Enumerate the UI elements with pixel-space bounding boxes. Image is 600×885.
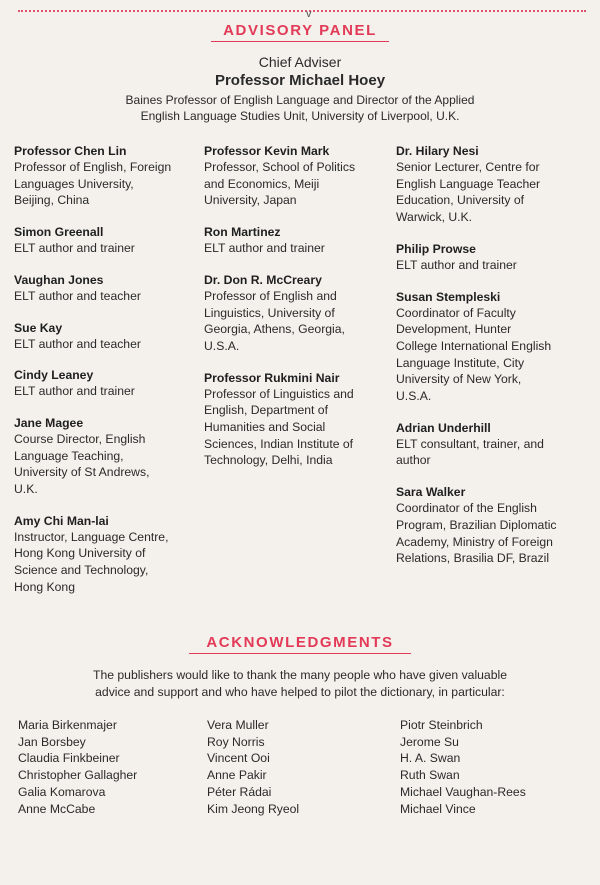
- panel-member: [14, 272, 199, 305]
- member-description-line: Coordinator of the English: [396, 501, 537, 516]
- ack-name: H. A. Swan: [400, 751, 461, 766]
- member-description: [14, 431, 199, 498]
- ack-name: Galia Komarova: [18, 784, 106, 799]
- acknowledgments-heading: ACKNOWLEDGMENTS: [206, 634, 394, 651]
- member-name: Sue Kay: [14, 320, 63, 335]
- member-description-line: Senior Lecturer, Centre for: [396, 160, 540, 174]
- member-description-line: author: [396, 453, 431, 468]
- member-description-line: Professor, School of Politics: [204, 160, 356, 174]
- member-description-line: Academy, Ministry of Foreign: [396, 534, 553, 549]
- member-description-line: University, Japan: [204, 193, 297, 208]
- member-name: Susan Stempleski: [396, 289, 501, 304]
- chief-adviser-name: Professor Michael Hoey: [214, 72, 386, 89]
- member-description-line: Hong Kong University of: [14, 546, 146, 561]
- member-description: [14, 529, 199, 596]
- member-name: Professor Rukmini Nair: [204, 370, 340, 385]
- ack-names-column-3: [400, 717, 575, 817]
- ack-name: Ruth Swan: [400, 768, 460, 783]
- member-description: [396, 159, 581, 226]
- panel-member: [14, 143, 199, 209]
- member-description-line: Professor of English and: [204, 288, 337, 303]
- member-description-line: Professor of English, Foreign: [14, 160, 172, 174]
- advisory-panel-heading-block: [0, 22, 600, 42]
- member-description: [14, 288, 199, 305]
- panel-member: [204, 370, 389, 470]
- member-description-line: Coordinator of Faculty: [396, 305, 516, 320]
- member-name: Simon Greenall: [14, 225, 104, 240]
- member-description-line: Georgia, Athens, Georgia,: [204, 322, 345, 337]
- member-description-line: Warwick, U.K.: [396, 210, 473, 225]
- member-description: [14, 240, 199, 257]
- member-description-line: ELT author and trainer: [14, 241, 135, 256]
- member-description-line: Professor of Linguistics and: [204, 386, 354, 401]
- member-description: [396, 500, 581, 567]
- member-description-line: Education, University of: [396, 193, 525, 208]
- member-description-line: U.K.: [14, 482, 38, 497]
- member-description-line: College International English: [396, 338, 552, 353]
- member-description: [14, 159, 199, 209]
- member-description: [204, 288, 389, 355]
- member-description-line: ELT author and trainer: [396, 257, 517, 272]
- member-description-line: ELT author and teacher: [14, 336, 141, 351]
- top-dotted-rule: [18, 8, 586, 20]
- member-description-line: Technology, Delhi, India: [204, 453, 333, 468]
- member-description-line: U.S.A.: [396, 389, 432, 404]
- member-description-line: Program, Brazilian Diplomatic: [396, 517, 557, 532]
- member-description-line: Language Teaching,: [14, 448, 124, 463]
- member-description-line: Languages University,: [14, 176, 134, 191]
- panel-member: [396, 484, 581, 567]
- member-name: Dr. Don R. McCreary: [204, 272, 322, 287]
- member-name: Adrian Underhill: [396, 420, 491, 435]
- ack-name: Roy Norris: [207, 734, 265, 749]
- member-description-line: English, Department of: [204, 403, 328, 418]
- panel-member: [14, 415, 199, 498]
- member-description-line: ELT author and teacher: [14, 288, 141, 303]
- panel-member: [204, 272, 389, 355]
- ack-intro-line: advice and support and who have helped to pilot the dictionary, in particular:: [95, 684, 505, 699]
- ack-name: Kim Jeong Ryeol: [207, 801, 300, 816]
- ack-names-column-2: [207, 717, 382, 817]
- member-description: [204, 386, 389, 470]
- panel-member: [396, 143, 581, 226]
- ack-name: Claudia Finkbeiner: [18, 751, 120, 766]
- member-description: [204, 240, 389, 257]
- member-description-line: U.S.A.: [204, 338, 240, 353]
- ack-name: Vera Muller: [207, 718, 269, 732]
- panel-column-1: [14, 143, 199, 611]
- panel-member: [204, 224, 389, 257]
- chief-adviser-description: [0, 92, 600, 124]
- member-description: [396, 305, 581, 405]
- acknowledgments-intro: [40, 667, 560, 700]
- chief-desc-line: Baines Professor of English Language and Director of the Applied: [125, 93, 475, 107]
- panel-column-3: [396, 143, 581, 582]
- member-description-line: ELT author and trainer: [204, 241, 325, 256]
- member-description-line: Relations, Brasilia DF, Brazil: [396, 551, 550, 566]
- member-description: [396, 257, 581, 274]
- member-description-line: Science and Technology,: [14, 563, 149, 578]
- member-name: Dr. Hilary Nesi: [396, 144, 479, 158]
- panel-member: [396, 420, 581, 469]
- acknowledgments-underline: [189, 653, 411, 654]
- member-description: [396, 436, 581, 469]
- ack-name: Piotr Steinbrich: [400, 718, 483, 732]
- panel-member: [14, 320, 199, 353]
- chief-adviser-role: Chief Adviser: [258, 54, 342, 70]
- ack-name: Michael Vince: [400, 801, 476, 816]
- panel-member: [14, 224, 199, 257]
- member-name: Philip Prowse: [396, 241, 476, 256]
- member-description: [14, 383, 199, 400]
- advisory-panel-heading: ADVISORY PANEL: [223, 22, 377, 39]
- ack-name: Jerome Su: [400, 734, 459, 749]
- member-description-line: Humanities and Social: [204, 420, 326, 435]
- panel-column-2: [204, 143, 389, 484]
- ack-intro-line: The publishers would like to thank the many people who have given valuable: [93, 668, 507, 682]
- member-description-line: Linguistics, University of: [204, 305, 335, 320]
- member-description: [14, 336, 199, 353]
- ack-name: Péter Rádai: [207, 784, 272, 799]
- chief-adviser-block: [0, 54, 600, 124]
- top-mark: v: [306, 8, 312, 20]
- member-name: Professor Kevin Mark: [204, 144, 330, 158]
- chief-desc-line: English Language Studies Unit, University of Liverpool, U.K.: [140, 109, 460, 123]
- panel-member: [14, 513, 199, 596]
- panel-member: [204, 143, 389, 209]
- member-name: Vaughan Jones: [14, 272, 104, 287]
- member-name: Cindy Leaney: [14, 368, 94, 383]
- member-name: Jane Magee: [14, 415, 84, 430]
- member-description-line: Hong Kong: [14, 579, 75, 594]
- member-description-line: Development, Hunter: [396, 322, 512, 337]
- member-description-line: Sciences, Indian Institute of: [204, 436, 354, 451]
- acknowledgments-heading-block: [0, 634, 600, 654]
- member-description-line: Language Institute, City: [396, 355, 525, 370]
- member-description-line: Instructor, Language Centre,: [14, 529, 169, 544]
- member-description-line: ELT author and trainer: [14, 384, 135, 399]
- ack-name: Anne McCabe: [18, 801, 96, 816]
- panel-member: [396, 289, 581, 405]
- member-description-line: English Language Teacher: [396, 176, 541, 191]
- ack-name: Jan Borsbey: [18, 734, 86, 749]
- panel-member: [396, 241, 581, 274]
- member-name: Professor Chen Lin: [14, 144, 127, 158]
- member-description-line: ELT consultant, trainer, and: [396, 436, 544, 451]
- member-description: [204, 159, 389, 209]
- member-description-line: and Economics, Meiji: [204, 176, 320, 191]
- member-name: Sara Walker: [396, 485, 466, 500]
- ack-name: Vincent Ooi: [207, 751, 270, 766]
- ack-name: Christopher Gallagher: [18, 768, 138, 783]
- advisory-panel-underline: [211, 41, 389, 42]
- member-name: Ron Martinez: [204, 225, 281, 240]
- member-name: Amy Chi Man-lai: [14, 513, 109, 528]
- member-description-line: Beijing, China: [14, 193, 90, 208]
- ack-name: Michael Vaughan-Rees: [400, 784, 526, 799]
- ack-names-column-1: [18, 717, 193, 817]
- ack-name: Maria Birkenmajer: [18, 718, 117, 732]
- ack-name: Anne Pakir: [207, 768, 267, 783]
- panel-member: [14, 367, 199, 400]
- member-description-line: Course Director, English: [14, 431, 146, 446]
- member-description-line: University of New York,: [396, 372, 522, 387]
- member-description-line: University of St Andrews,: [14, 465, 150, 480]
